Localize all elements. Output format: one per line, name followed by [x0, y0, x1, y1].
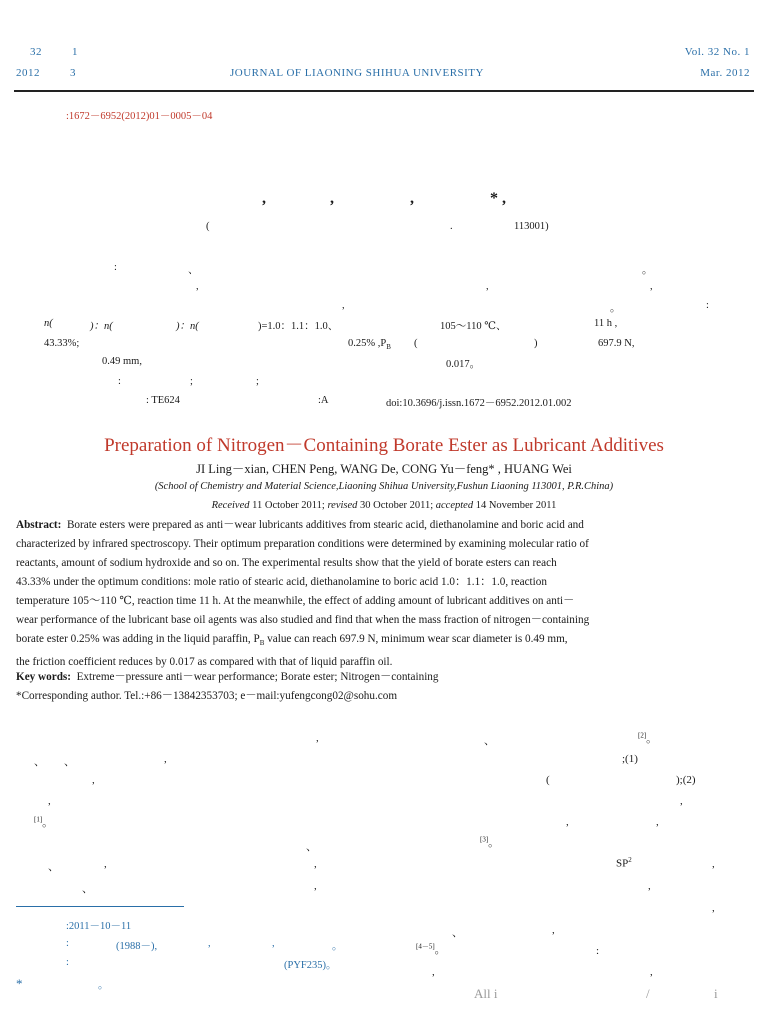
document-code: :A — [318, 395, 329, 406]
authors-cn: , , , * , — [262, 190, 506, 207]
header-date-en: Mar. 2012 — [700, 67, 750, 79]
journal-name: JOURNAL OF LIAONING SHIHUA UNIVERSITY — [230, 67, 484, 79]
affiliation-cn: ( . 113001) — [206, 221, 549, 232]
corresponding-author: *Corresponding author. Tel.:+86－13842353703; e－mail:yufengcong02@sohu.com — [16, 690, 398, 702]
authors-en: JI Ling－xian, CHEN Peng, WANG De, CONG Yu－feng* , HUANG Wei — [196, 462, 572, 476]
header-year-cn: 2012 3 — [16, 67, 76, 79]
affiliation-en: (School of Chemistry and Material Science,Liaoning Shihua University,Fushun Liaoning 113001, P.R.China) — [154, 481, 614, 492]
header-volume-en: Vol. 32 No. 1 — [684, 46, 750, 58]
abstract-label: Abstract: — [16, 519, 62, 531]
header-volume-cn: 32 1 — [30, 46, 78, 58]
header-rule — [14, 90, 754, 92]
watermark: All i / i — [474, 986, 718, 1001]
abstract-en: Abstract: Borate esters were prepared as anti－wear lubricants additives from stearic acid, diethanolamine and boric acid and characterized by infrared spectroscopy. Their optimum preparation conditions were determined by examining molecular ratio of reactants, amount of sodium hydroxide and so on. The experimental results show that the yield of borate esters can reach 43.33% under the optimum conditions: mole ratio of stearic acid, diethanolamine to boric acid 1.0：1.1：1.0, reaction temperature 105～110 ℃, reaction time 11 h. At the meanwhile, the effect of adding amount of lubricant additives on anti－ wear performance of the lubricant base oil agents was also studied and find that when the mass fraction of nitrogen－containing borate ester 0.25% was adding in the liquid paraffin, $P_B$ value can reach 697.9 N, minimum wear scar diameter is 0.49 mm, the friction coefficient reduces by 0.017 as compared with that of liquid paraffin oil. — [16, 519, 590, 669]
article-number: :1672－6952(2012)01－0005－04 — [66, 111, 213, 122]
clc-number: : TE624 — [146, 395, 180, 406]
footnote-rule — [16, 906, 184, 907]
received-dates: Received 11 October 2011; revised 30 October 2011; accepted 14 November 2011 — [211, 500, 557, 511]
doi: doi:10.3696/j.issn.1672－6952.2012.01.002 — [386, 398, 572, 409]
keywords-en: Key words: Extreme－pressure anti－wear performance; Borate ester; Nitrogen－containing — [16, 671, 439, 683]
title-en: Preparation of Nitrogen－Containing Borate Ester as Lubricant Additives — [104, 435, 664, 456]
